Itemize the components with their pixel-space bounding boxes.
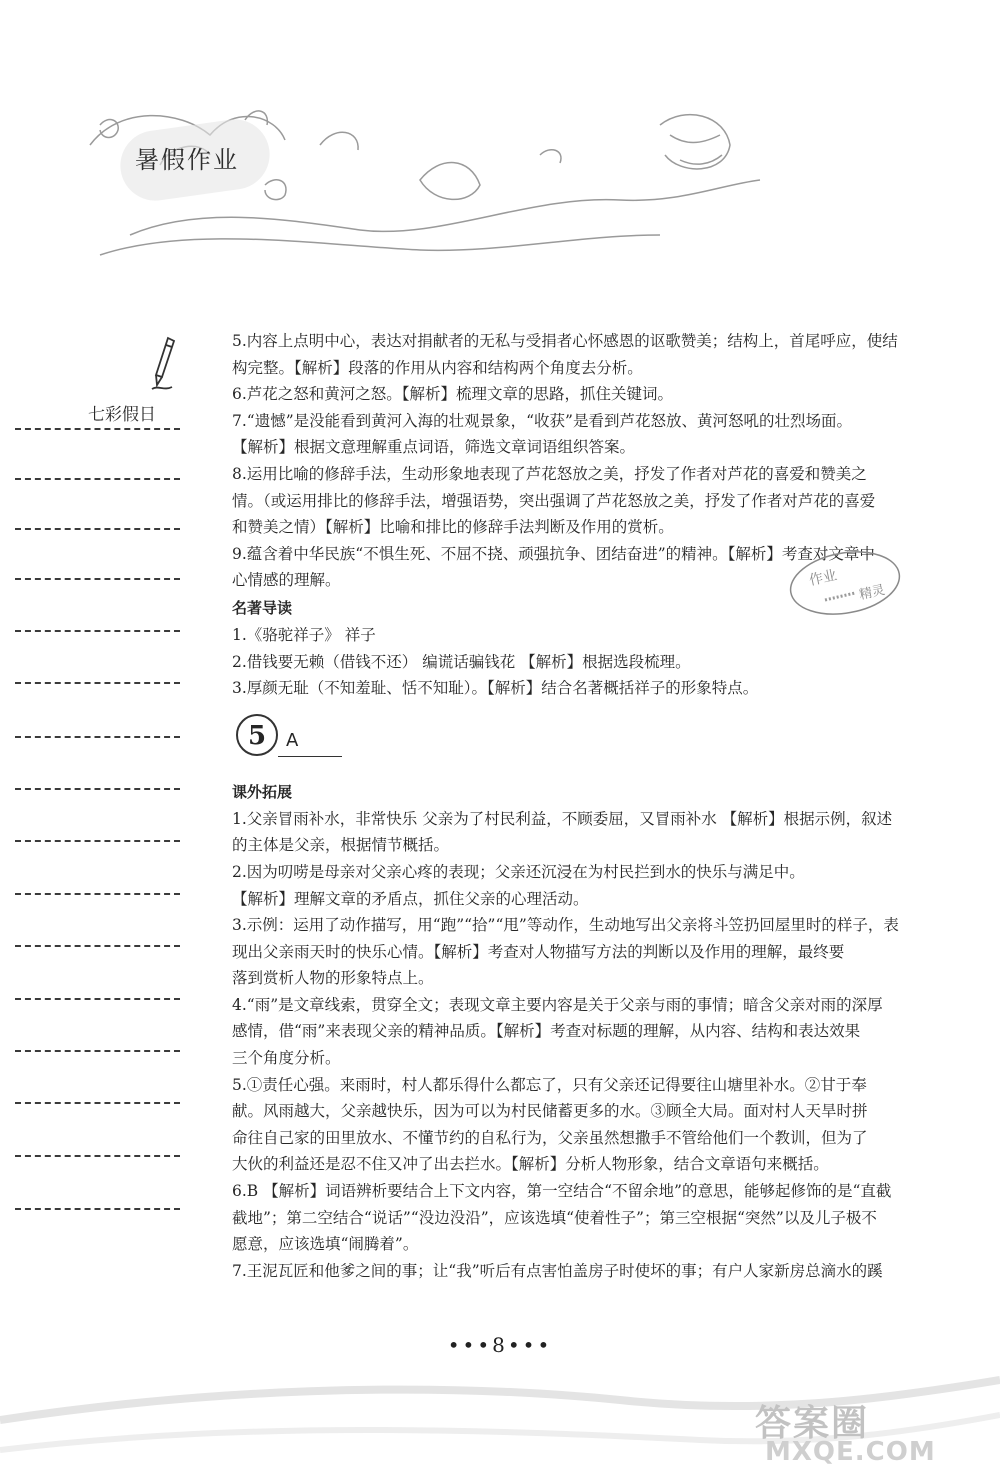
answer-line: 落到赏析人物的形象特点上。	[232, 969, 434, 988]
watermark	[735, 1395, 995, 1471]
answer-line: 5.内容上点明中心，表达对捐献者的无私与受捐者心怀感恩的讴歌赞美；结构上，首尾呼应，使结	[232, 332, 898, 350]
unit-marker	[232, 708, 932, 770]
note-line	[15, 1102, 180, 1104]
answer-line: 5.①责任心强。来雨时，村人都乐得什么都忘了，只有父亲还记得要往山塘里补水。②甘于奉	[232, 1075, 867, 1094]
unit-letter: A	[286, 729, 299, 751]
answer-block-kewai	[232, 806, 932, 1285]
stamp-logo	[780, 545, 910, 620]
answer-line: 心情感的理解。	[232, 571, 341, 590]
answer-content	[232, 328, 932, 1284]
sidebar-title: 七彩假日	[88, 405, 156, 425]
answer-line: 3.厚颜无耻（不知羞耻、恬不知耻）。【解析】结合名著概括祥子的形象特点。	[232, 679, 759, 698]
note-line	[15, 1050, 180, 1052]
svg-text:精灵: 精灵	[857, 582, 887, 603]
note-line	[15, 998, 180, 1000]
note-line	[15, 478, 180, 480]
note-line	[15, 682, 180, 684]
answer-line: 命往自己家的田里放水、不懂节约的自私行为，父亲虽然想撒手不管给他们一个教训，但为了	[232, 1128, 868, 1147]
answer-line: 现出父亲雨天时的快乐心情。【解析】考查对人物描写方法的判断以及作用的理解，最终要	[232, 942, 845, 961]
unit-underline	[278, 756, 342, 757]
note-line	[15, 736, 180, 738]
answer-line: 1.《骆驼祥子》 祥子	[232, 625, 376, 644]
answer-line: 三个角度分析。	[232, 1049, 341, 1068]
section-heading-mingzhu: 名著导读	[232, 598, 293, 617]
note-line	[15, 788, 180, 790]
note-line	[15, 630, 180, 632]
answer-line: 情。（或运用排比的修辞手法，增强语势，突出强调了芦花怒放之美，抒发了作者对芦花的喜爱	[232, 491, 876, 510]
answer-line: 感情，借“雨”来表现父亲的精神品质。【解析】考查对标题的理解，从内容、结构和表达效果	[232, 1022, 861, 1041]
answer-line: 愿意，应该选填“闹腾着”。	[232, 1235, 419, 1254]
note-line	[15, 528, 180, 530]
answer-line: 构完整。【解析】段落的作用从内容和结构两个角度去分析。	[232, 358, 643, 377]
answer-line: 截地”；第二空结合“说话”“没边没沿”，应该选填“使着性子”；第三空根据“突然”以及儿子极不	[232, 1208, 877, 1227]
note-line	[15, 428, 180, 430]
note-line	[15, 945, 180, 947]
watermark-logo: 答案圈	[755, 1403, 870, 1444]
answer-block-mingzhu	[232, 622, 932, 702]
header-banner	[60, 85, 780, 285]
section-heading-kewai: 课外拓展	[232, 782, 293, 801]
note-line	[15, 840, 180, 842]
answer-line: 7.“遗憾”是没能看到黄河入海的壮观景象，“收获”是看到芦花怒放、黄河怒吼的壮烈场面。	[232, 411, 852, 430]
answer-line: 1.父亲冒雨补水，非常快乐 父亲为了村民利益，不顾委屈，又冒雨补水 【解析】根据示例，叙述	[232, 809, 893, 828]
note-line	[15, 578, 180, 580]
answer-line: 大伙的利益还是忍不住又冲了出去拦水。【解析】分析人物形象，结合文章语句来概括。	[232, 1155, 829, 1174]
answer-line: 3.示例：运用了动作描写，用“跑”“拾”“甩”等动作，生动地写出父亲将斗笠扔回屋里时的样子，表	[232, 916, 899, 935]
answer-line: 4.“雨”是文章线索，贯穿全文；表现文章主要内容是关于父亲与雨的事情；暗含父亲对雨的深厚	[232, 995, 883, 1014]
answer-line: 【解析】根据文意理解重点词语，筛选文章词语组织答案。	[232, 438, 636, 457]
answer-line: 7.王泥瓦匠和他爹之间的事；让“我”听后有点害怕盖房子时使坏的事；有户人家新房总滴水的蹊	[232, 1261, 883, 1280]
note-line	[15, 1155, 180, 1157]
answer-line: 的主体是父亲，根据情节概括。	[232, 836, 450, 855]
answer-line: 6.芦花之怒和黄河之怒。【解析】梳理文章的思路，抓住关键词。	[232, 385, 674, 404]
page-number: •••8•••	[447, 1333, 553, 1357]
watermark-url: MXQE.COM	[765, 1437, 936, 1467]
answer-line: 献。风雨越大，父亲越快乐，因为可以为村民储蓄更多的水。③顾全大局。面对村人天旱时拼	[232, 1102, 868, 1121]
note-line	[15, 893, 180, 895]
unit-number: 5	[236, 714, 278, 756]
answer-line: 6.B 【解析】词语辨析要结合上下文内容，第一空结合“不留余地”的意思，能够起修饰的是“直截	[232, 1182, 892, 1201]
pen-icon	[150, 335, 178, 393]
answer-line: 2.因为叨唠是母亲对父亲心疼的表现；父亲还沉浸在为村民拦到水的快乐与满足中。	[232, 862, 805, 881]
answer-line: 8.运用比喻的修辞手法，生动形象地表现了芦花怒放之美，抒发了作者对芦花的喜爱和赞美之	[232, 464, 867, 483]
answer-line: 2.借钱要无赖（借钱不还） 编谎话骗钱花 【解析】根据选段梳理。	[232, 652, 691, 671]
banner-title: 暑假作业	[135, 146, 239, 174]
note-line	[15, 1208, 180, 1210]
svg-text:作业: 作业	[807, 567, 839, 589]
answer-line: 【解析】理解文章的矛盾点，抓住父亲的心理活动。	[232, 889, 589, 908]
answer-line: 和赞美之情）【解析】比喻和排比的修辞手法判断及作用的赏析。	[232, 518, 674, 537]
answer-line: 9.蕴含着中华民族“不惧生死、不屈不挠、顽强抗争、团结奋进”的精神。【解析】考查对文章中	[232, 544, 875, 563]
